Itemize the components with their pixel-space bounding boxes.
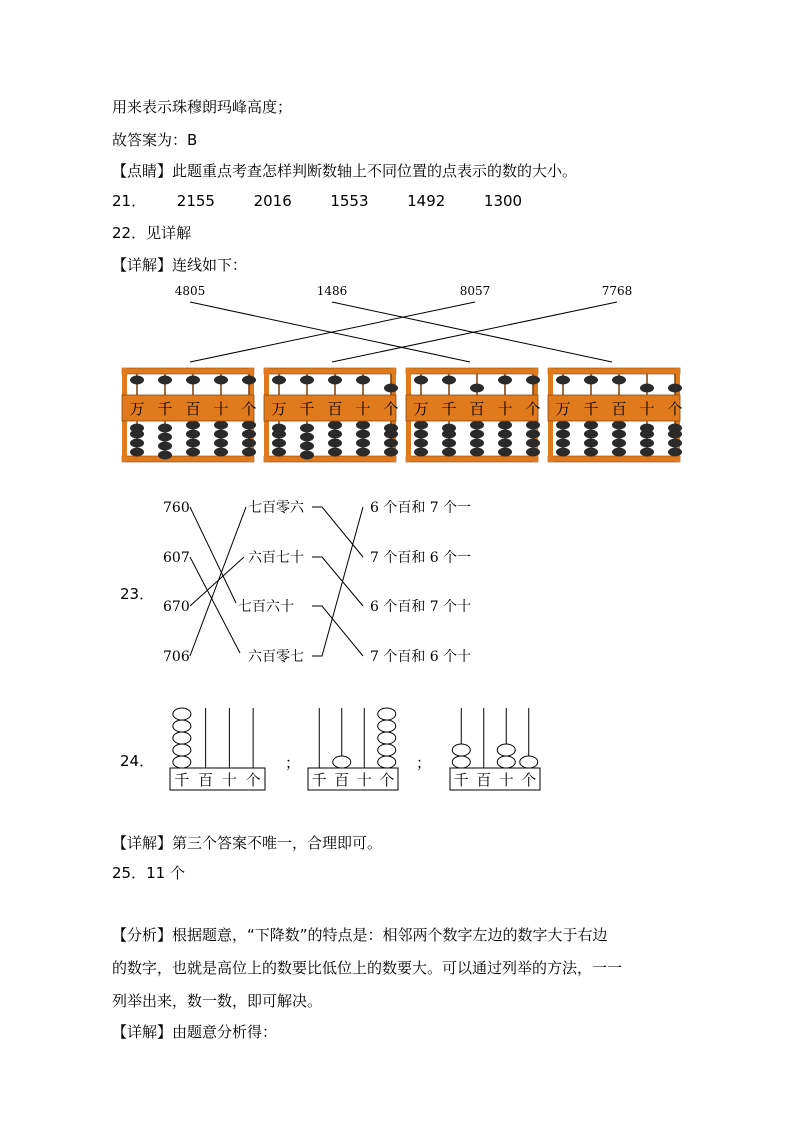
place-label: 百	[198, 771, 214, 789]
abacus-bead	[328, 448, 342, 457]
place-label: 个	[521, 771, 537, 789]
place-label: 十	[221, 771, 237, 789]
abacus-bead	[612, 430, 626, 439]
counting-bead	[378, 708, 396, 720]
abacus-bead	[612, 448, 626, 457]
q21-value: 2155	[176, 192, 215, 210]
abacus-bead	[414, 430, 428, 439]
abacus-place-label: 个	[241, 400, 257, 418]
abacus-bead	[498, 448, 512, 457]
abacus-place-label: 百	[469, 400, 485, 418]
abacus-bead	[442, 448, 456, 457]
q23-right-desc: 6 个百和 7 个十	[370, 599, 472, 615]
abacus-bead	[328, 430, 342, 439]
q23-connect-line	[312, 507, 363, 557]
abacus-place-label: 个	[667, 400, 683, 418]
counting-bead	[378, 732, 396, 744]
abacus-bead	[130, 430, 144, 439]
abacus	[548, 368, 683, 462]
abacus-bead	[300, 424, 314, 433]
counting-bead	[173, 720, 191, 732]
place-label: 百	[334, 771, 350, 789]
abacus-place-label: 百	[185, 400, 201, 418]
abacus-bead	[186, 430, 200, 439]
place-label: 千	[453, 771, 469, 789]
abacus-place-label: 百	[611, 400, 627, 418]
abacus-bead	[158, 376, 172, 385]
abacus-bead	[442, 439, 456, 448]
abacus-bead	[584, 376, 598, 385]
abacus-bead	[300, 433, 314, 442]
q23-left-number: 607	[163, 550, 190, 566]
line-q22-detail: 【详解】连线如下：	[112, 256, 248, 274]
q22-top-number: 8057	[459, 284, 491, 298]
q23-label: 23．	[120, 585, 155, 603]
abacus-place-label: 千	[441, 400, 457, 418]
abacus-bead	[300, 442, 314, 451]
counting-bead	[452, 744, 470, 756]
abacus-bead	[414, 421, 428, 430]
abacus-bead	[498, 430, 512, 439]
q23-middle-word: 六百七十	[248, 550, 304, 566]
counting-bead	[497, 744, 515, 756]
abacus	[406, 368, 541, 462]
abacus-bead	[526, 376, 540, 385]
abacus	[122, 368, 257, 462]
abacus-bead	[640, 448, 654, 457]
abacus-bead	[356, 376, 370, 385]
abacus-bead	[640, 430, 654, 439]
abacus-bead	[356, 430, 370, 439]
abacus-bead	[584, 430, 598, 439]
abacus-bead	[414, 448, 428, 457]
counting-frame	[450, 708, 540, 790]
abacus-place-label: 千	[157, 400, 173, 418]
abacus-place-label: 十	[497, 400, 513, 418]
abacus-bead	[328, 376, 342, 385]
counting-bead	[378, 720, 396, 732]
abacus-bead	[300, 451, 314, 460]
counting-bead	[173, 756, 191, 768]
abacus-bead	[414, 439, 428, 448]
line-q24-detail: 【详解】第三个答案不唯一，合理即可。	[112, 834, 383, 852]
abacus-bead	[526, 448, 540, 457]
q21-value: 1300	[483, 192, 523, 210]
abacus-bead	[668, 448, 682, 457]
abacus-bead	[300, 376, 314, 385]
counting-bead	[173, 732, 191, 744]
place-label: 百	[476, 771, 492, 789]
abacus-place-label: 个	[525, 400, 541, 418]
abacus-bead	[186, 439, 200, 448]
abacus-bead	[584, 448, 598, 457]
place-label: 千	[311, 771, 327, 789]
q21-value: 1492	[407, 192, 446, 210]
abacus-bead	[130, 376, 144, 385]
q23-left-number: 706	[163, 649, 190, 665]
abacus-bead	[556, 421, 570, 430]
abacus-bead	[640, 439, 654, 448]
abacus-place-label: 个	[383, 400, 399, 418]
abacus-bead	[328, 421, 342, 430]
abacus-place-label: 万	[271, 400, 287, 418]
q21-label: 21．	[112, 192, 147, 210]
counting-bead	[520, 756, 538, 768]
abacus-place-label: 万	[413, 400, 429, 418]
line-mount-everest: 用来表示珠穆朗玛峰高度；	[112, 98, 293, 116]
abacus-bead	[214, 430, 228, 439]
abacus-bead	[470, 439, 484, 448]
abacus-place-label: 十	[213, 400, 229, 418]
abacus-bead	[158, 424, 172, 433]
q23-right-desc: 7 个百和 6 个十	[370, 649, 472, 665]
q23-left-number: 760	[163, 500, 190, 516]
abacus-bead	[526, 421, 540, 430]
counting-bead	[333, 756, 351, 768]
counting-bead	[378, 744, 396, 756]
abacus-place-label: 万	[555, 400, 571, 418]
line-q25: 25．11 个	[112, 864, 185, 882]
q24-counting-frames	[0, 700, 800, 800]
q23-middle-word: 七百零六	[248, 500, 304, 516]
abacus-bead	[470, 430, 484, 439]
q23-matching-figure	[0, 490, 800, 670]
line-dianjing: 【点睛】此题重点考查怎样判断数轴上不同位置的点表示的数的大小。	[112, 162, 578, 180]
abacus-bead	[214, 421, 228, 430]
q23-connect-line	[190, 557, 240, 653]
abacus-bead	[356, 421, 370, 430]
abacus-bead	[186, 421, 200, 430]
abacus-bead	[158, 451, 172, 460]
abacus-bead	[214, 448, 228, 457]
q22-abacus-figure	[0, 280, 800, 480]
abacus-bead	[556, 439, 570, 448]
abacus-bead	[442, 430, 456, 439]
abacus-bead	[272, 430, 286, 439]
abacus-bead	[556, 448, 570, 457]
abacus-bead	[498, 439, 512, 448]
q23-connect-line	[190, 507, 246, 656]
abacus-bead	[130, 448, 144, 457]
abacus-bead	[272, 376, 286, 385]
q21-value: 2016	[253, 192, 292, 210]
counting-bead	[173, 708, 191, 720]
place-label: 千	[174, 771, 190, 789]
q23-right-desc: 6 个百和 7 个一	[370, 500, 472, 516]
abacus-bead	[186, 448, 200, 457]
q23-connect-line	[312, 507, 363, 656]
line-q22: 22．见详解	[112, 224, 192, 242]
abacus	[264, 368, 399, 462]
abacus-bead	[242, 430, 256, 439]
abacus-bead	[328, 439, 342, 448]
abacus-bead	[130, 439, 144, 448]
abacus-place-label: 千	[583, 400, 599, 418]
abacus-bead	[158, 433, 172, 442]
q23-connect-line	[312, 606, 363, 656]
place-label: 个	[245, 771, 261, 789]
counting-bead	[497, 756, 515, 768]
line-answer-b: 故答案为：B	[112, 131, 198, 149]
abacus-bead	[498, 376, 512, 385]
abacus-bead	[356, 439, 370, 448]
place-label: 个	[379, 771, 395, 789]
line-analysis-1: 【分析】根据题意，“下降数”的特点是：相邻两个数字左边的数字大于右边	[112, 926, 608, 944]
abacus-bead	[668, 430, 682, 439]
abacus-bead	[186, 376, 200, 385]
abacus-bead	[272, 439, 286, 448]
abacus-bead	[384, 448, 398, 457]
abacus-bead	[414, 376, 428, 385]
abacus-bead	[498, 421, 512, 430]
abacus-place-label: 万	[129, 400, 145, 418]
abacus-bead	[214, 376, 228, 385]
line-analysis-2: 的数字，也就是高位上的数要比低位上的数要大。可以通过列举的方法，一一	[112, 959, 623, 977]
abacus-bead	[470, 448, 484, 457]
q23-middle-word: 七百六十	[238, 599, 294, 615]
abacus-bead	[612, 439, 626, 448]
abacus-bead	[242, 376, 256, 385]
q23-left-number: 670	[163, 599, 190, 615]
abacus-bead	[556, 430, 570, 439]
abacus-place-label: 十	[355, 400, 371, 418]
line-q25-detail: 【详解】由题意分析得：	[112, 1023, 278, 1041]
q24-separator: ；	[416, 754, 432, 772]
abacus-bead	[526, 430, 540, 439]
q24-separator: ；	[285, 754, 301, 772]
q23-right-desc: 7 个百和 6 个一	[370, 550, 472, 566]
counting-frame	[170, 708, 265, 790]
abacus-bead	[612, 376, 626, 385]
counting-bead	[378, 756, 396, 768]
place-label: 十	[498, 771, 514, 789]
abacus-bead	[272, 448, 286, 457]
abacus-bead	[470, 421, 484, 430]
abacus-bead	[556, 376, 570, 385]
q21-answer-row	[112, 190, 522, 211]
counting-frame	[308, 708, 398, 790]
abacus-bead	[214, 439, 228, 448]
abacus-bead	[384, 430, 398, 439]
abacus-bead	[356, 448, 370, 457]
abacus-bead	[612, 421, 626, 430]
q22-top-number: 4805	[174, 284, 206, 298]
place-label: 十	[356, 771, 372, 789]
line-analysis-3: 列举出来，数一数，即可解决。	[112, 992, 323, 1010]
abacus-bead	[242, 448, 256, 457]
q22-top-number: 1486	[316, 284, 348, 298]
abacus-bead	[668, 439, 682, 448]
abacus-bead	[584, 439, 598, 448]
abacus-place-label: 十	[639, 400, 655, 418]
abacus-bead	[640, 384, 654, 393]
abacus-bead	[526, 439, 540, 448]
q23-connect-line	[190, 507, 236, 603]
counting-bead	[452, 756, 470, 768]
abacus-bead	[470, 384, 484, 393]
abacus-bead	[384, 384, 398, 393]
abacus-bead	[242, 421, 256, 430]
abacus-bead	[442, 376, 456, 385]
abacus-bead	[158, 442, 172, 451]
q23-middle-word: 六百零七	[248, 649, 304, 665]
counting-bead	[173, 744, 191, 756]
abacus-bead	[242, 439, 256, 448]
abacus-bead	[584, 421, 598, 430]
q22-top-number: 7768	[601, 284, 633, 298]
abacus-bead	[668, 384, 682, 393]
abacus-place-label: 百	[327, 400, 343, 418]
abacus-bead	[384, 439, 398, 448]
q24-label: 24．	[120, 752, 155, 770]
abacus-place-label: 千	[299, 400, 315, 418]
q21-value: 1553	[330, 192, 369, 210]
